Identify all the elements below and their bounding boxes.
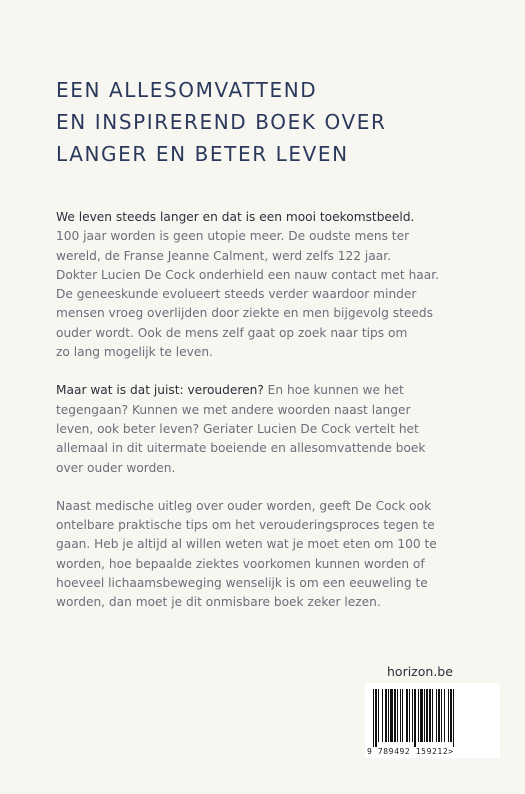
paragraph-3-line: ontelbare praktische tips om het verouderingsproces tegen te	[56, 518, 435, 533]
paragraph-1-line: ouder wordt. Ook de mens zelf gaat op zoek naar tips om	[56, 325, 408, 340]
barcode-bar	[412, 689, 413, 742]
barcode-bar	[406, 689, 408, 742]
paragraph-1-line: 100 jaar worden is geen utopie meer. De oudste mens ter	[56, 229, 410, 244]
headline-line-3: LANGER EN BETER LEVEN	[56, 142, 349, 166]
paragraph-1-line: zo lang mogelijk te leven.	[56, 345, 213, 360]
barcode-bar	[402, 689, 403, 742]
barcode-bar	[450, 689, 452, 742]
barcode-bar	[429, 689, 431, 742]
barcode-bar	[420, 689, 423, 742]
barcode-bar	[414, 689, 416, 747]
barcode-bar	[388, 689, 389, 742]
paragraph-2-line: tegengaan? Kunnen we met andere woorden naast langer	[56, 402, 411, 417]
publisher-url: horizon.be	[387, 664, 453, 679]
barcode-bar	[453, 689, 454, 747]
barcode-bar	[400, 689, 401, 742]
paragraph-3-line: gaan. Heb je altijd al willen weten wat je moet eten om 100 te	[56, 537, 437, 552]
blurb	[56, 208, 476, 632]
paragraph-1	[56, 208, 476, 362]
paragraph-3	[56, 497, 476, 613]
barcode-bar	[375, 689, 377, 747]
barcode-bar	[390, 689, 393, 742]
barcode-bar	[424, 689, 425, 742]
paragraph-1-line: Dokter Lucien De Cock onderhield een nauw contact met haar.	[56, 267, 440, 282]
isbn-arrow: >	[448, 747, 454, 756]
isbn-digits: 9 789492 159212	[367, 747, 449, 756]
barcode-bar	[444, 689, 445, 742]
barcode-bars	[373, 689, 492, 747]
barcode-bar	[432, 689, 433, 742]
paragraph-2-line: leven, ook beter leven? Geriater Lucien De Cock vertelt het	[56, 421, 419, 436]
paragraph-2-lead: Maar wat is dat juist: verouderen?	[56, 383, 264, 398]
paragraph-2	[56, 381, 476, 477]
barcode-bar	[382, 689, 383, 742]
paragraph-2-line: over ouder worden.	[56, 460, 176, 475]
barcode-bar	[448, 689, 449, 742]
paragraph-3-line: hoeveel lichaamsbeweging wenselijk is om een eeuweling te	[56, 576, 428, 591]
barcode-bar	[378, 689, 379, 742]
barcode-bar	[418, 689, 419, 742]
paragraph-1-lead: We leven steeds langer en dat is een mooi toekomstbeeld.	[56, 210, 415, 224]
headline-line-2: EN INSPIREREND BOEK OVER	[56, 110, 387, 134]
isbn-number	[367, 747, 454, 756]
barcode-bar	[436, 689, 437, 742]
barcode-bar	[426, 689, 428, 742]
paragraph-1-line: mensen vroeg overlijden door ziekte en men bijgevolg steeds	[56, 306, 433, 321]
barcode-bar	[373, 689, 374, 747]
headline	[56, 74, 386, 170]
barcode-bar	[441, 689, 442, 742]
headline-line-1: EEN ALLESOMVATTEND	[56, 78, 318, 102]
barcode-bar	[397, 689, 398, 742]
paragraph-1-line: De geneeskunde evolueert steeds verder waardoor minder	[56, 287, 417, 302]
paragraph-1-line: wereld, de Franse Jeanne Calment, werd zelfs 122 jaar.	[56, 248, 391, 263]
paragraph-2-first-line	[56, 381, 476, 400]
paragraph-2-lead-rest: En hoe kunnen we het	[263, 383, 404, 398]
barcode-bar	[438, 689, 440, 742]
paragraph-2-line: allemaal in dit uitermate boeiende en allesomvattende boek	[56, 441, 426, 456]
paragraph-3-line: worden, dan moet je dit onmisbare boek zeker lezen.	[56, 595, 381, 610]
barcode-bar	[409, 689, 410, 742]
paragraph-3-line: Naast medische uitleg over ouder worden, geeft De Cock ook	[56, 498, 432, 513]
paragraph-3-line: worden, hoe bepaalde ziektes voorkomen kunnen worden of	[56, 556, 425, 571]
barcode-bar	[394, 689, 396, 742]
barcode-bar	[385, 689, 387, 742]
